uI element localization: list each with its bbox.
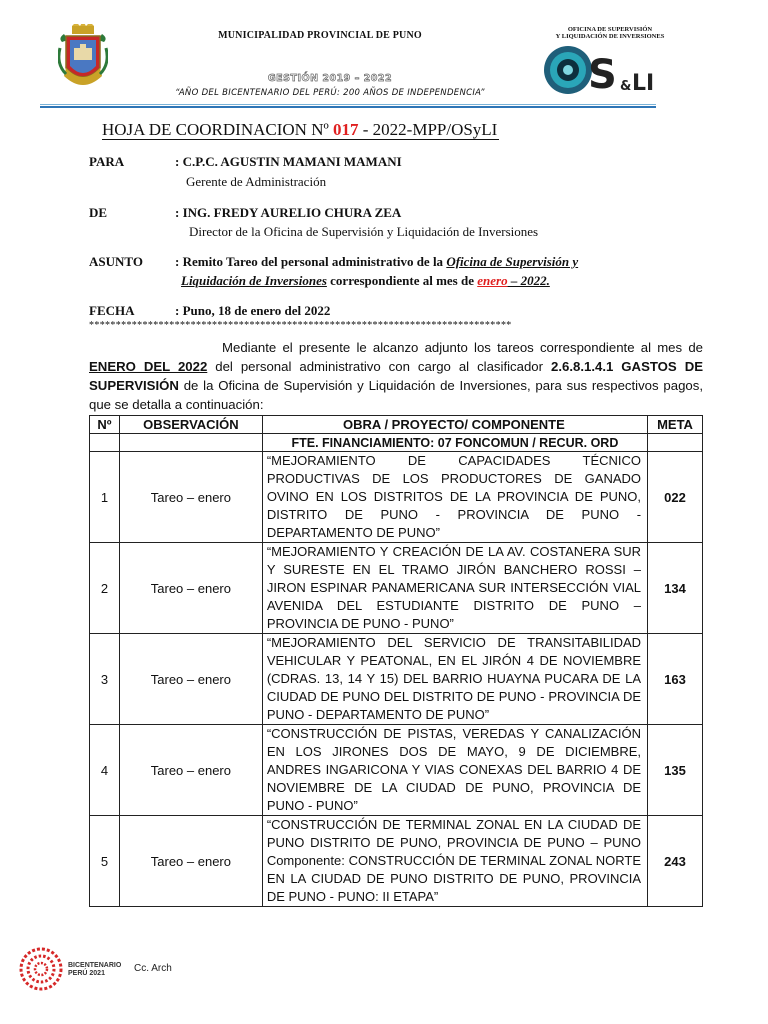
row-number: 1 — [90, 452, 120, 543]
financing-empty-3 — [648, 434, 703, 452]
paragraph-text-2: del personal administrativo con cargo al clasificador — [207, 359, 551, 374]
bicentenario-line2: PERÚ 2021 — [68, 970, 105, 977]
row-project: “CONSTRUCCIÓN DE PISTAS, VEREDAS Y CANALIZACIÓN EN LOS JIRONES DOS DE MAYO, 9 DE DICIEMBRE, ANDRES INGARICONA Y VIAS CONEXAS DEL BARRIO 4 DE NOVIEMBRE DE LA CIUDAD DE PUNO, PROVINCIA DE PUNO - PUNO” — [262, 725, 647, 816]
copy-archive: Cc. Arch — [134, 963, 172, 974]
asunto-text-2: correspondiente al mes de — [326, 273, 478, 288]
header-divider-bold — [40, 106, 656, 108]
fecha-label: FECHA — [89, 303, 135, 318]
row-observation: Tareo – enero — [119, 452, 262, 543]
row-number: 3 — [90, 634, 120, 725]
row-meta: 022 — [648, 452, 703, 543]
financing-empty-2 — [119, 434, 262, 452]
table-row — [90, 543, 703, 634]
tareo-table — [89, 415, 703, 907]
osli-logo-icon — [540, 42, 680, 98]
institution-name: MUNICIPALIDAD PROVINCIAL DE PUNO — [218, 30, 422, 41]
table-row — [90, 452, 703, 543]
office-logo-line1: OFICINA DE SUPERVISIÓN — [567, 26, 653, 33]
document-title — [102, 120, 497, 140]
row-project: “MEJORAMIENTO Y CREACIÓN DE LA AV. COSTANERA SUR Y SURESTE EN EL TRAMO JIRÓN BANCHERO ROSSI – JIRON ESPINAR PANAMERICANA SUR INTERSECCIÓN VIAL AVENIDA DEL ESTUDIANTE DISTRITO DE PUNO – PROVINCIA DE PUNO - PUNO” — [262, 543, 647, 634]
de-role: Director de la Oficina de Supervisión y Liquidación de Inversiones — [189, 224, 539, 239]
row-observation: Tareo – enero — [119, 543, 262, 634]
svg-text:LI: LI — [632, 71, 655, 96]
table-header-row — [90, 416, 703, 434]
bicentenario-text — [68, 962, 121, 978]
row-meta: 134 — [648, 543, 703, 634]
title-suffix: - 2022-MPP/OSyLI — [358, 120, 498, 139]
fecha-value: : Puno, 18 de enero del 2022 — [175, 303, 331, 318]
municipal-crest-icon — [58, 24, 108, 94]
asunto-text-1: : Remito Tareo del personal administrativo de la — [175, 254, 447, 269]
row-meta: 163 — [648, 634, 703, 725]
year-motto: “AÑO DEL BICENTENARIO DEL PERÚ: 200 AÑOS DE INDEPENDENCIA” — [175, 88, 485, 98]
de-name: : ING. FREDY AURELIO CHURA ZEA — [175, 205, 402, 220]
bicentenario-logo-icon — [18, 946, 64, 992]
row-meta: 135 — [648, 725, 703, 816]
row-observation: Tareo – enero — [119, 816, 262, 907]
title-underline — [102, 139, 499, 140]
asunto-line2 — [181, 273, 550, 289]
gestion-period: GESTIÓN 2019 – 2022 — [267, 73, 393, 84]
table-row — [90, 725, 703, 816]
header-divider — [40, 104, 656, 105]
para-role: Gerente de Administración — [186, 174, 327, 189]
row-meta: 243 — [648, 816, 703, 907]
row-number: 5 — [90, 816, 120, 907]
asunto-label: ASUNTO — [89, 254, 143, 269]
paragraph-classifier: 2.6.8.1.4.1 GASTOS DE SUPERVISIÓN — [89, 359, 704, 393]
office-logo-line2: Y LIQUIDACIÓN DE INVERSIONES — [555, 33, 665, 40]
title-prefix: HOJA DE COORDINACION Nº — [102, 120, 333, 139]
paragraph-text-1: Mediante el presente le alcanzo adjunto los tareos correspondiente al mes de — [222, 340, 703, 355]
row-number: 4 — [90, 725, 120, 816]
header-meta: META — [648, 416, 703, 434]
table-row — [90, 634, 703, 725]
row-project: “CONSTRUCCIÓN DE TERMINAL ZONAL EN LA CIUDAD DE PUNO DISTRITO DE PUNO, PROVINCIA DE PUNO – PUNO Componente: CONSTRUCCIÓN DE TERMINAL ZONAL NORTE EN LA CIUDAD DE PUNO DISTRITO DE PUNO, PROVINCIA DE PUNO - PUNO: II ETAPA” — [262, 816, 647, 907]
row-observation: Tareo – enero — [119, 725, 262, 816]
asunto-year: – 2022. — [507, 273, 550, 288]
header-observation: OBSERVACIÓN — [119, 416, 262, 434]
paragraph-text-3: de la Oficina de Supervisión y Liquidación de Inversiones, para sus respectivos pagos, que se detalla a continuación: — [89, 378, 703, 412]
paragraph-month: ENERO DEL 2022 — [89, 359, 208, 374]
separator-stars: ******************************************************************************* — [89, 320, 512, 331]
financing-empty-1 — [90, 434, 120, 452]
title-number: 017 — [333, 120, 359, 139]
row-project: “MEJORAMIENTO DE CAPACIDADES TÉCNICO PRODUCTIVAS DE LOS PRODUCTORES DE GANADO OVINO EN LOS DISTRITOS DE LA PROVINCIA DE PUNO, DISTRITO DE PUNO - PROVINCIA DE PUNO - DEPARTAMENTO DE PUNO” — [262, 452, 647, 543]
asunto-line1 — [175, 254, 578, 270]
svg-text:&: & — [620, 79, 632, 94]
header-number: Nº — [90, 416, 120, 434]
row-project: “MEJORAMIENTO DEL SERVICIO DE TRANSITABILIDAD VEHICULAR Y PEATONAL, EN EL JIRÓN 4 DE NOVIEMBRE (CDRAS. 13, 14 Y 15) DEL BARRIO HUAYNA PUCARA DE LA CIUDAD DE PUNO DEL DISTRITO DE PUNO - PROVINCIA DE PUNO - DEPARTAMENTO DE PUNO” — [262, 634, 647, 725]
svg-text:S: S — [588, 52, 617, 98]
row-number: 2 — [90, 543, 120, 634]
financing-source: FTE. FINANCIAMIENTO: 07 FONCOMUN / RECUR. ORD — [262, 434, 647, 452]
asunto-office-2: Liquidación de Inversiones — [181, 273, 327, 288]
financing-row — [90, 434, 703, 452]
table-row — [90, 816, 703, 907]
asunto-month: enero — [477, 273, 508, 288]
bicentenario-line1: BICENTENARIO — [68, 962, 122, 969]
row-observation: Tareo – enero — [119, 634, 262, 725]
de-label: DE — [89, 205, 108, 220]
body-paragraph — [89, 338, 703, 414]
para-label: PARA — [89, 154, 125, 169]
para-name: : C.P.C. AGUSTIN MAMANI MAMANI — [175, 154, 402, 169]
header-project: OBRA / PROYECTO/ COMPONENTE — [262, 416, 647, 434]
office-logo-title — [540, 26, 680, 40]
asunto-office-1: Oficina de Supervisión y — [446, 254, 579, 269]
